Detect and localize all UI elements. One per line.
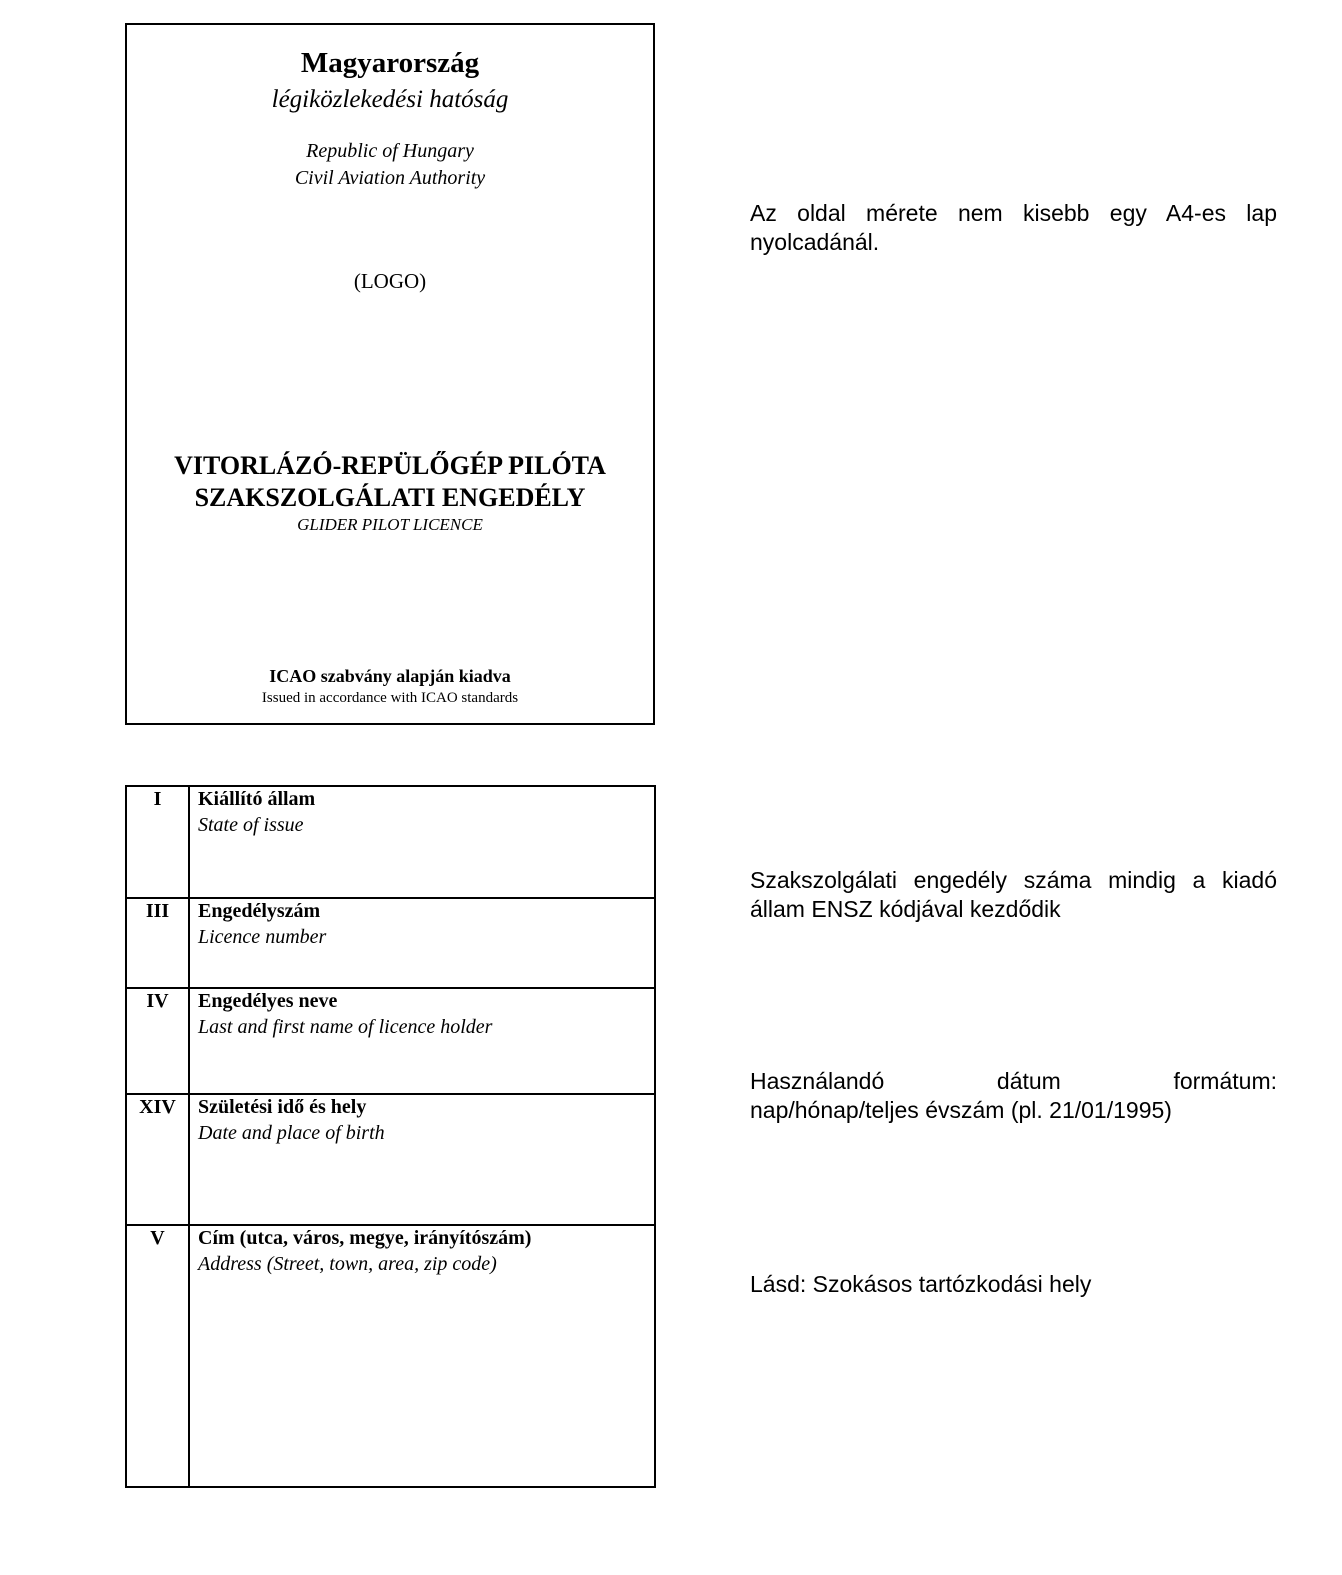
icao-statement-en: Issued in accordance with ICAO standards <box>261 690 519 706</box>
licence-title-line1: VITORLÁZÓ-REPÜLŐGÉP PILÓTA <box>174 451 606 480</box>
date-format-note-line2: nap/hónap/teljes évszám (pl. 21/01/1995) <box>750 1097 1172 1123</box>
licence-cover <box>125 23 655 725</box>
field-label: Cím (utca, város, megye, irányítószám) <box>198 1227 532 1249</box>
licence-number-note-line2: állam ENSZ kódjával kezdődik <box>750 896 1061 922</box>
field-label-en: Licence number <box>198 926 327 948</box>
page-size-note-line2: nyolcadánál. <box>750 229 880 255</box>
table-row <box>127 787 654 899</box>
date-format-note-line1: Használandó dátum formátum: <box>750 1068 1277 1094</box>
field-label-en: Last and first name of licence holder <box>198 1016 493 1038</box>
licence-number-note-line1: Szakszolgálati engedély száma mindig a kiadó <box>750 867 1277 893</box>
field-label: Születési idő és hely <box>198 1096 367 1118</box>
table-row <box>127 989 654 1095</box>
field-number: I <box>153 788 162 810</box>
table-row <box>127 1095 654 1226</box>
licence-title-line2: SZAKSZOLGÁLATI ENGEDÉLY <box>194 483 586 512</box>
licence-number-note <box>750 866 1277 924</box>
date-format-note <box>750 1067 1277 1125</box>
authority-name-hu: légiközlekedési hatóság <box>271 86 509 113</box>
address-note: Lásd: Szokásos tartózkodási hely <box>750 1271 1092 1297</box>
republic-name-en: Republic of Hungary <box>306 140 474 162</box>
icao-statement-hu: ICAO szabvány alapján kiadva <box>269 666 511 686</box>
field-number: IV <box>146 990 169 1012</box>
page-size-note <box>750 199 1277 257</box>
field-number: XIV <box>139 1096 176 1118</box>
logo-placeholder: (LOGO) <box>353 269 427 293</box>
field-label: Engedélyes neve <box>198 990 338 1012</box>
field-label-en: Address (Street, town, area, zip code) <box>198 1253 497 1275</box>
field-label-en: State of issue <box>198 814 304 836</box>
licence-fields-table <box>125 785 656 1488</box>
field-label-en: Date and place of birth <box>198 1122 385 1144</box>
table-row <box>127 899 654 989</box>
field-label: Kiállító állam <box>198 788 316 810</box>
field-label: Engedélyszám <box>198 900 321 922</box>
field-number: V <box>150 1227 165 1249</box>
country-name: Magyarország <box>300 47 480 79</box>
licence-title-en: GLIDER PILOT LICENCE <box>297 515 483 534</box>
page-size-note-line1: Az oldal mérete nem kisebb egy A4-es lap <box>750 200 1277 226</box>
field-number: III <box>145 900 170 922</box>
table-row <box>127 1226 654 1486</box>
authority-name-en: Civil Aviation Authority <box>294 167 486 189</box>
